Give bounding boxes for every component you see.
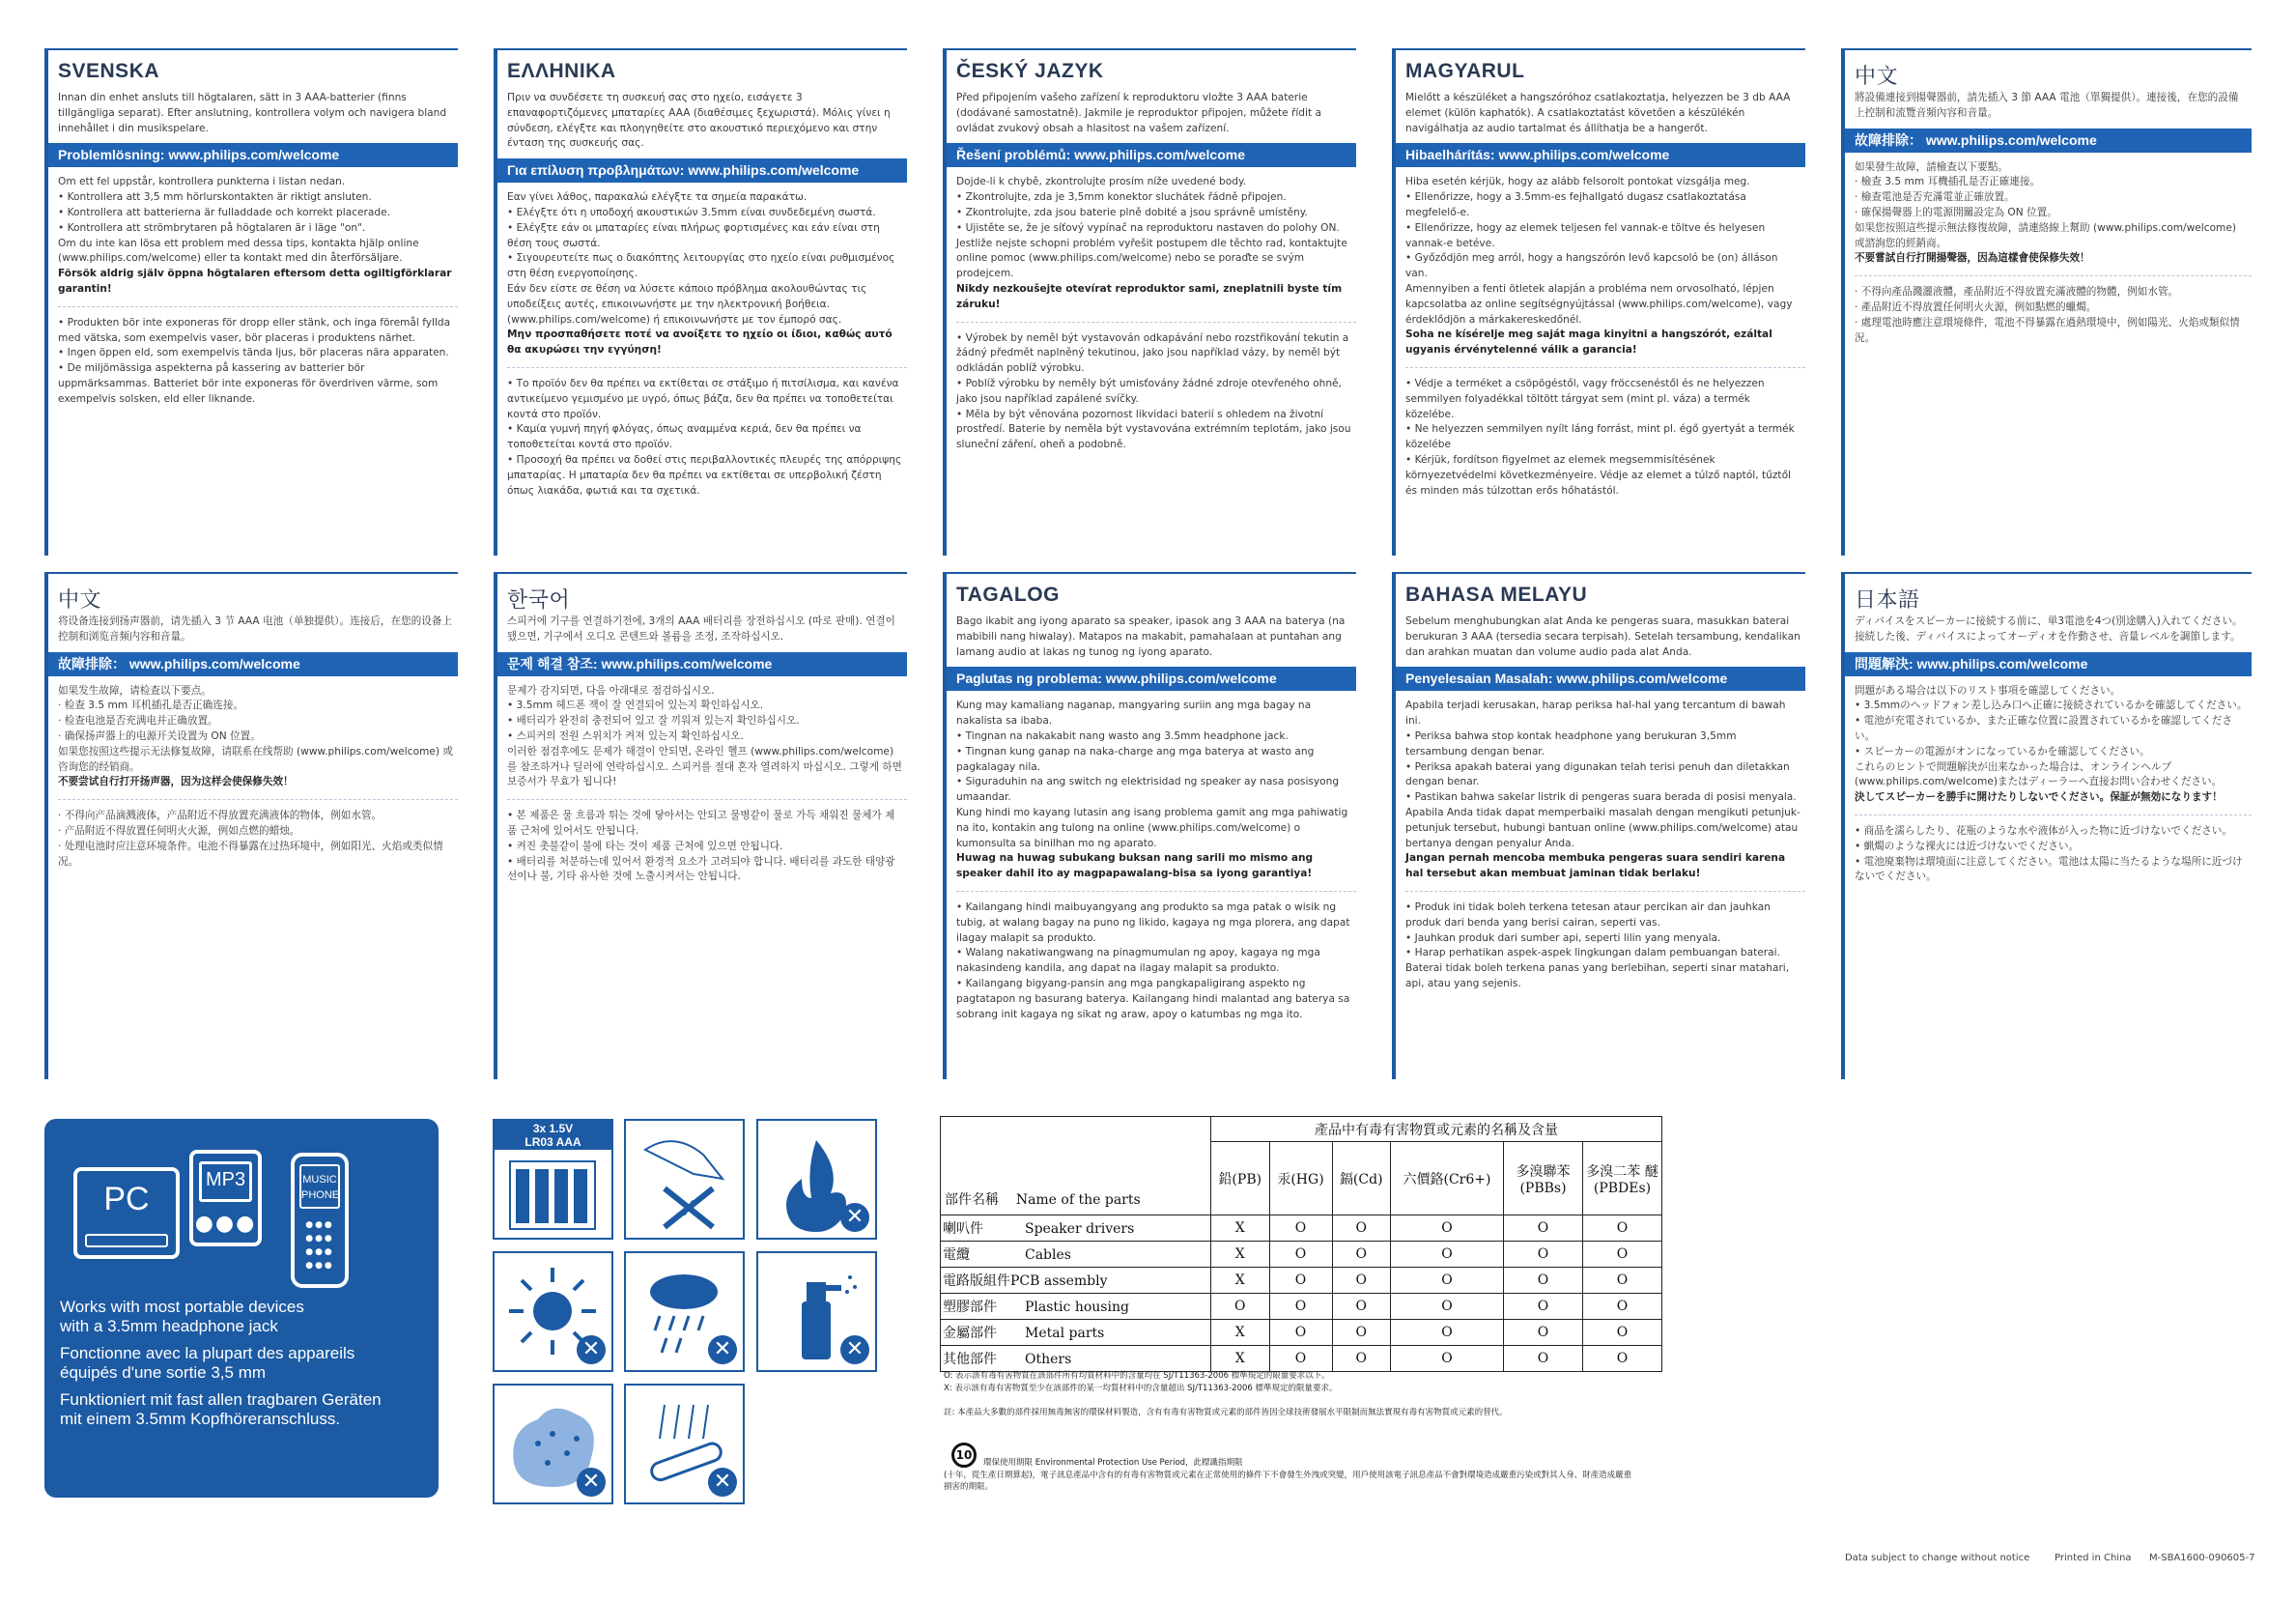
- panel-chinese-simplified: [44, 572, 458, 1079]
- troubleshooting-band: Hibaelhárítás: www.philips.com/welcome: [1396, 143, 1805, 167]
- hazardous-substances-table: [940, 1116, 1662, 1372]
- panel-intro: 將設備連接到揚聲器前，請先插入 3 節 AAA 電池（單獨提供）。連接後，在您的設備上控制和流覽音頻內容和音量。: [1855, 92, 2239, 119]
- fire-heat-icon: ✕: [756, 1119, 877, 1240]
- panel-svenska: [44, 48, 458, 556]
- troubleshooting-band: Paglutas ng problema: www.philips.com/welcome: [947, 667, 1356, 691]
- panel-intro: 스피커에 기구를 연결하기전에, 3개의 AAA 배터리를 장전하십시오 (따로 판매). 연결이 됐으면, 기구에서 오디오 콘텐트와 볼륨을 조정, 조작하십시오.: [507, 615, 895, 643]
- troubleshooting-band: 故障排除： www.philips.com/welcome: [48, 652, 458, 676]
- panel-safety: • Το προϊόν δεν θα πρέπει να εκτίθεται σε στάξιμο ή πιτσίλισμα, και κανένα αντικείμενο γεμισμένο με υγρό, όπως βάζα, δεν θα πρέπει να τοποθετείται κοντά στο προϊόν. • Καμία γυμνή πηγή φλόγας, όπως αναμμένα κεριά, δεν θα πρέπει να τοποθετείται κοντά στο προϊόν. • Προσοχή θα πρέπει να δοθεί στις περιβαλλοντικές πλευρές της απόρριψης μπαταρίας. Η μπαταρία δεν θα πρέπει να εκτίθεται σε υπερβολική ζέστη όπως λιακάδα, φωτιά και τα σχετικά.: [507, 377, 902, 497]
- panel-body: 問題がある場合は以下のリスト事項を確認してください。 • 3.5mmのヘッドフォン差し込み口へ正確に接続されているかを確認してください。 • 電池が充電されているか、また正確な位置に設置されているかを確認してください。 • スピーカーの電源がオンになっているかを確認してください。 これらのヒントで問題解決が出来なかった場合は、オンラインヘルプ(www.philips.com/welcome)またはディーラーへ直接お問い合わせください。 決してスピーカーを勝手に開けたりしないでください。保証が無効になります！: [1855, 684, 2248, 804]
- panel-safety: • 商品を濡らしたり、花瓶のような水や液体が入った物に近づけないでください。 • 蝋燭のような裸火には近づけないでください。 • 電池廃棄物は環境面に注意してください。電池は太陽に当たるような場所に近づけないでください。: [1855, 824, 2243, 883]
- panel-title: ČESKÝ JAZYK: [956, 60, 1104, 82]
- heater-icon: ✕: [624, 1384, 745, 1504]
- spray-icon: ✕: [756, 1251, 877, 1372]
- panel-title: 中文: [1855, 64, 1899, 88]
- panel-intro: ディバイスをスピーカーに接続する前に、単3電池を4つ(別途購入)入れてください。接続した後、ディバイスによってオーディオを作動させ、音量レベルを調節します。: [1855, 615, 2243, 643]
- table-row: 金屬部件 Metal parts X O O O O O: [941, 1320, 1662, 1346]
- compat-text-en: Works with most portable devices with a 3.5mm headphone jack: [60, 1298, 304, 1335]
- panel-body: Apabila terjadi kerusakan, harap periksa hal-hal yang tercantum di bawah ini. • Periksa bahwa stop kontak headphone yang berukuran 3,5mm tersambung dengan benar. • Periksa apakah baterai yang digunakan telah terisi penuh dan diletakkan dengan benar. • Pastikan bahwa sakelar listrik di pengeras suara berada di posisi menyala. Apabila Anda tidak dapat memperbaiki masalah dengan mengikuti petunjuk-petunjuk tersebut, hubungi bantuan online (www.philips.com/welcome) atau bertanya dengan penyalur Anda. Jangan pernah mencoba membuka pengeras suara sendiri karena hal tersebut akan membuat jaminan tidak berlaku!: [1405, 700, 1800, 880]
- troubleshooting-band: Penyelesaian Masalah: www.philips.com/welcome: [1396, 667, 1805, 691]
- panel-korean: [494, 572, 907, 1079]
- panel-tagalog: [943, 572, 1356, 1079]
- panel-body: 문제가 감지되면, 다음 아래대로 점검하십시오. • 3.5mm 헤드폰 잭이 잘 연결되어 있는지 확인하십시오. • 배터리가 완전히 충전되어 있고 잘 끼워져 있는지 확인하십시오. • 스피커의 전원 스위치가 켜져 있는지 확인하십시오. 이러한 점검후에도 문제가 해결이 안되면, 온라인 헬프 (www.philips.com/welcome) 를 참조하거나 딜러에 연락하십시오. 스피커를 절대 혼자 열려하지 마십시오. 그렇게 하면 보증서가 무효가 됩니다!: [507, 684, 902, 788]
- panel-safety: • Výrobek by neměl být vystavován odkapávání nebo rozstřikování tekutin a žádný předmět naplněný tekutinou, jako jsou například vázy, by neměl být odkládán poblíž výrobku. • Poblíž výrobku by neměly být umisťovány žádné zdroje otevřeného ohně, jako jsou například zapálené svíčky. • Měla by být věnována pozornost likvidaci baterií s ohledem na životní prostředí. Baterie by neměla být vystavována extrémním teplotám, jako jsou sluneční záření, oheň a podobně.: [956, 331, 1351, 451]
- table-note-o: O: 表示該有毒有害物質在該部件所有均質材料中的含量均在 SJ/T11363-2006 標準規定的限量要求以下。: [944, 1371, 1330, 1381]
- panel-title: ΕΛΛΗΝΙΚΑ: [507, 60, 616, 82]
- footer-code: M-SBA1600-090605-7: [2149, 1553, 2255, 1563]
- table-row: 塑膠部件 Plastic housing O O O O O O: [941, 1294, 1662, 1320]
- panel-body: Εαν γίνει λάθος, παρακαλώ ελέγξτε τα σημεία παρακάτω. • Ελέγξτε ότι η υποδοχή ακουστικών 3.5mm είναι συνδεδεμένη σωστά. • Ελέγξτε εάν οι μπαταρίες είναι πλήρως φορτισμένες και εάν είναι στη θέση τους σωστά. • Σιγουρευτείτε πως ο διακόπτης λειτουργίας στο ηχείο είναι ρυθμισμένος στη θέση ενεργοποίησης. Εάν δεν είστε σε θέση να λύσετε κάποιο πρόβλημα ακολουθώντας τις υποδείξεις αυτές, επικοινωνήστε με την ηλεκτρονική βοήθεια. (www.philips.com/welcome) ή επικοινωνήστε με τον έμπορό σας. Μην προσπαθήσετε ποτέ να ανοίξετε το ηχείο οι ίδιοι, καθώς αυτό θα ακυρώσει την εγγύηση!: [507, 191, 895, 357]
- sun-icon: ✕: [493, 1251, 613, 1372]
- panel-greek: [494, 48, 907, 556]
- troubleshooting-band: 故障排除： www.philips.com/welcome: [1845, 129, 2252, 153]
- panel-body: Dojde-li k chybě, zkontrolujte prosím níže uvedené body. • Zkontrolujte, zda je 3,5mm konektor sluchátek řádně připojen. • Zkontrolujte, zda jsou baterie plně dobité a jsou správně umístěny. • Ujistěte se, že je síťový vypínač na reproduktoru nastaven do polohy ON. Jestliže nejste schopni problém vyřešit postupem dle těchto rad, kontaktujte online pomoc (www.philips.com/welcome) nebo se poraďte se svým prodejcem. Nikdy nezkoušejte otevírat reproduktor sami, zneplatnili byste tím záruku!: [956, 176, 1347, 310]
- table-row: 喇叭件 Speaker drivers X O O O O O: [941, 1215, 1662, 1242]
- panel-title: 日本語: [1855, 587, 1920, 612]
- panel-title: SVENSKA: [58, 60, 160, 82]
- col-header: 鎘(Cd): [1332, 1142, 1390, 1215]
- col-header: 汞(HG): [1269, 1142, 1332, 1215]
- music-phone-icon: MUSIC PHONE ●●● ●●● ●●● ●●●: [291, 1153, 349, 1288]
- epup-text: (十年，從生產日期算起)，電子訊息產品中含有的有毒有害物質或元素在正常使用的條件下不會發生外洩或突變，用戶使用該電子訊息產品不會對環境造成嚴重污染或對其人身、財產造成嚴重損害的期限。: [944, 1471, 1632, 1492]
- pc-icon: PC: [73, 1167, 180, 1259]
- panel-intro: Mielőtt a készüléket a hangszóróhoz csatlakoztatja, helyezzen be 3 db AAA elemet (külön kaphatók). A csatlakoztatást követően a készülékén navigálhatja az audio tartalmat és állíthatja be a hangerőt.: [1405, 92, 1791, 134]
- troubleshooting-band: 문제 해결 참조: www.philips.com/welcome: [497, 652, 907, 676]
- panel-body: 如果發生故障，請檢查以下要點。 · 檢查 3.5 mm 耳機插孔是否正確連接。 · 檢查電池是否充滿電並正確放置。 · 確保揚聲器上的電源開關設定為 ON 位置。 如果您按照這些提示無法修復故障，請連絡線上幫助 (www.philips.com/welcome) 或諮詢您的經銷商。 不要嘗試自行打開揚聲器，因為這樣會使保修失效！: [1855, 160, 2237, 265]
- compatibility-box: [44, 1119, 439, 1498]
- panel-title: MAGYARUL: [1405, 60, 1525, 82]
- panel-body: Hiba esetén kérjük, hogy az alább felsorolt pontokat vizsgálja meg. • Ellenőrizze, hogy a 3.5mm-es fejhallgató dugasz csatlakoztatása megfelelő-e. • Ellenőrizze, hogy az elemek teljesen fel vannak-e töltve és helyesen vannak-e betéve. • Győződjön meg arról, hogy a hangszórón levő kapcsoló be (on) álláson van. Amennyiben a fenti ötletek alapján a probléma nem orvosolható, lépjen kapcsolatba az online segítségnyújtással (www.philips.com/welcome), vagy érdeklődjön a márkakereskedőnél. Soha ne kísérelje meg saját maga kinyitni a hangszórót, ezáltal ugyanis érvénytelenné válik a garancia!: [1405, 176, 1793, 357]
- panel-safety: • Kailangang hindi maibuyangyang ang produkto sa mga patak o wisik ng tubig, at walang bagay na puno ng likido, kagaya ng mga plorera, ang dapat ilagay malapit sa produkto. • Walang nakatiwangwang na pinagmumulan ng apoy, kagaya ng mga nakasindeng kandila, ang dapat na ilagay malapit sa produkto. • Kailangang bigyang-pansin ang mga pangkapaligirang aspekto ng pagtatapon ng basurang baterya. Kailangang hindi malantad ang baterya sa sobrang init kagaya ng sikat ng araw, apoy o katumbas ng mga ito.: [956, 901, 1350, 1020]
- compat-text-de: Funktioniert mit fast allen tragbaren Geräten mit einem 3.5mm Kopfhöreranschluss.: [60, 1390, 382, 1428]
- footer-notice: Data subject to change without notice: [1845, 1553, 2030, 1563]
- compat-text-fr: Fonctionne avec la plupart des appareils équipés d'une sortie 3,5 mm: [60, 1344, 355, 1382]
- table-caption: 產品中有毒有害物質或元素的名稱及含量: [1211, 1117, 1662, 1142]
- col-header: 鉛(PB): [1211, 1142, 1270, 1215]
- troubleshooting-band: Problemlösning: www.philips.com/welcome: [48, 143, 458, 167]
- panel-safety: • Produk ini tidak boleh terkena tetesan ataur percikan air dan jauhkan produk dari benda yang berisi cairan, seperti vas. • Jauhkan produk dari sumber api, seperti lilin yang menyala. • Harap perhatikan aspek-aspek lingkungan dalam pembuangan baterai. Baterai tidak boleh terkena panas yang berlebihan, seperti sinar matahari, api, atau yang sejenis.: [1405, 901, 1790, 989]
- panel-title: 한국어: [507, 587, 571, 612]
- table-note-x: X: 表示該有毒有害物質至少在該部件的某一均質材料中的含量超出 SJ/T11363-2006 標準規定的限量要求。: [944, 1384, 1338, 1393]
- troubleshooting-band: Για επίλυση προβλημάτων: www.philips.com/welcome: [497, 158, 907, 183]
- mp3-player-icon: MP3 ●●●: [189, 1150, 262, 1246]
- col-header: 多溴二苯 醚(PBDEs): [1583, 1142, 1662, 1215]
- panel-japanese: [1841, 572, 2252, 1079]
- epup-title: 環保使用期限 Environmental Protection Use Period，此標識指期限: [983, 1458, 1243, 1468]
- panel-intro: Πριν να συνδέσετε τη συσκευή σας στο ηχείο, εισάγετε 3 επαναφορτιζόμενες μπαταρίες AAA (διαθέσιμες ξεχωριστά). Μόλις γίνει η σύνδεση, ελέγξτε και πλοηγηθείτε στο ακουστικό περιεχόμενο και στην ένταση της συσκευής σας.: [507, 92, 891, 150]
- panel-czech: [943, 48, 1356, 556]
- col-header: 六價鉻(Cr6+): [1390, 1142, 1503, 1215]
- panel-intro: Před připojením vašeho zařízení k reproduktoru vložte 3 AAA baterie (dodávané samostatně). Jakmile je reproduktor připojen, můžete řídit a ovládat zvukový obsah a hlasitost na vašem zařízení.: [956, 92, 1321, 134]
- panel-safety: • Produkten bör inte exponeras för dropp eller stänk, och inga föremål fyllda med vätska, som exempelvis vaser, bör placeras i produktens närhet. • Ingen öppen eld, som exempelvis tända ljus, bör placeras nära apparaten. • De miljömässiga aspekterna på kassering av batterier bör uppmärksammas. Batteriet bör inte exponeras för överdriven värme, som exempelvis solsken, eld eller liknande.: [58, 316, 451, 405]
- panel-title: TAGALOG: [956, 584, 1060, 606]
- hand-water-icon: [624, 1119, 745, 1240]
- troubleshooting-band: 問題解決: www.philips.com/welcome: [1845, 652, 2252, 676]
- footer-printed: Printed in China: [2055, 1553, 2132, 1563]
- panel-body: 如果发生故障，请检查以下要点。 · 检查 3.5 mm 耳机插孔是否正确连接。 · 检查电池是否充满电并正确放置。 · 确保扬声器上的电源开关设置为 ON 位置。 如果您按照这些提示无法修复故障，请联系在线帮助 (www.philips.com/welcome) 或咨询您的经销商。 不要尝试自行打开扬声器，因为这样会使保修失效！: [58, 684, 453, 788]
- panel-melayu: [1392, 572, 1805, 1079]
- parts-header: 部件名稱 Name of the parts: [941, 1117, 1211, 1215]
- panel-intro: Innan din enhet ansluts till högtalaren, sätt in 3 AAA-batterier (finns tillgängliga separat). Efter anslutning, kontrollera volym och navigera bland innehållet i din musikspelare.: [58, 92, 447, 134]
- troubleshooting-band: Řešení problémů: www.philips.com/welcome: [947, 143, 1356, 167]
- dust-icon: ✕: [493, 1384, 613, 1504]
- panel-safety: · 不得向产品滴溅液体，产品附近不得放置充满液体的物体，例如水管。 · 产品附近不得放置任何明火火源，例如点燃的蜡烛。 · 处理电池时应注意环境条件。电池不得暴露在过热环境中，例如阳光、火焰或类似情况。: [58, 810, 443, 868]
- table-note-general: 註: 本產品大多數的部件採用無毒無害的環保材料製造，含有有毒有害物質或元素的部件皆因全球技術發展水平限制而無法實現有毒有害物質或元素的替代。: [944, 1408, 1508, 1417]
- panel-safety: • 본 제품은 물 흐름과 튀는 것에 닿아서는 안되고 물병같이 물로 가득 채워진 물체가 제품 근처에 있어서도 안됩니다. • 켜진 촛불같이 불에 타는 것이 제품 근처에 있으면 안됩니다. • 배터리를 처분하는데 있어서 환경적 요소가 고려되야 합니다. 배터리를 과도한 태양광선이나 불, 기타 유사한 것에 노출시켜서는 안됩니다.: [507, 810, 895, 883]
- panel-title: 中文: [58, 587, 102, 612]
- panel-safety: • Védje a terméket a csöpögéstől, vagy fröccsenéstől és ne helyezzen semmilyen folyadékkal töltött tárgyat sem (mint pl. váza) a termék közelébe. • Ne helyezzen semmilyen nyílt láng forrást, mint pl. égő gyertyát a termék közelébe • Kérjük, fordítson figyelmet az elemek megsemmisítésének környezetvédelmi következményeire. Védje az elemet a túlző naptól, tűztől és minden más túlzottan erős hőhatástól.: [1405, 377, 1795, 497]
- panel-magyar: [1392, 48, 1805, 556]
- epup-logo-icon: 10: [951, 1443, 977, 1468]
- panel-intro: Sebelum menghubungkan alat Anda ke pengeras suara, masukkan baterai berukuran 3 AAA (tersedia secara terpisah). Setelah tersambung, kendalikan dan arahkan muatan dan volume audio pada alat Anda.: [1405, 615, 1800, 658]
- panel-title: BAHASA MELAYU: [1405, 584, 1588, 606]
- table-row: 其他部件 Others X O O O O O: [941, 1346, 1662, 1372]
- panel-intro: 将设备连接到扬声器前，请先插入 3 节 AAA 电池（单独提供）。连接后，在您的设备上控制和浏览音频内容和音量。: [58, 615, 453, 643]
- col-header: 多溴聯苯 (PBBs): [1504, 1142, 1583, 1215]
- panel-body: Kung may kamaliang naganap, mangyaring suriin ang mga bagay na nakalista sa ibaba. • Tingnan na nakakabit nang wasto ang 3.5mm headphone jack. • Tingnan kung ganap na naka-charge ang mga baterya at wasto ang pagkalagay nila. • Siguraduhin na ang switch ng elektrisidad ng speaker ay nasa posisyong umaandar. Kung hindi mo kayang lutasin ang isang problema gamit ang mga pahiwatig na ito, kontakin ang tulong na online (www.philips.com/welcome) o kumonsulta sa binilhan mo ng aparato. Huwag na huwag subukang buksan nang sarili mo mismo ang speaker dahil ito ay magpapawalang-bisa sa iyong garantiya!: [956, 700, 1348, 880]
- battery-icon: 3x 1.5V LR03 AAA: [493, 1119, 613, 1240]
- table-row: 電路版組件PCB assembly X O O O O O: [941, 1268, 1662, 1294]
- panel-body: Om ett fel uppstår, kontrollera punkterna i listan nedan. • Kontrollera att 3,5 mm hörlurskontakten är riktigt ansluten. • Kontrollera att batterierna är fulladdade och korrekt placerade. • Kontrollera att strömbrytaren på högtalaren är i läge "on". Om du inte kan lösa ett problem med dessa tips, kontakta hjälp online (www.philips.com/welcome) eller ta kontakt med din återförsäljare. Försök aldrig själv öppna högtalaren eftersom detta ogiltigförklarar garantin!: [58, 176, 452, 295]
- panel-safety: · 不得向產品濺灑液體，產品附近不得放置充滿液體的物體，例如水管。 · 產品附近不得放置任何明火火源，例如點燃的蠟燭。 · 處理電池時應注意環境條件，電池不得暴露在過熱環境中，例如陽光、火焰或類似情況。: [1855, 286, 2240, 344]
- table-row: 電纜 Cables X O O O O O: [941, 1242, 1662, 1268]
- rain-icon: ✕: [624, 1251, 745, 1372]
- panel-intro: Bago ikabit ang iyong aparato sa speaker, ipasok ang 3 AAA na baterya (na mabibili nang hiwalay). Matapos na makabit, pamahalaan at puntahan ang lamang audio at lakas ng tunog ng iyong aparato.: [956, 615, 1346, 658]
- panel-chinese-traditional: [1841, 48, 2252, 556]
